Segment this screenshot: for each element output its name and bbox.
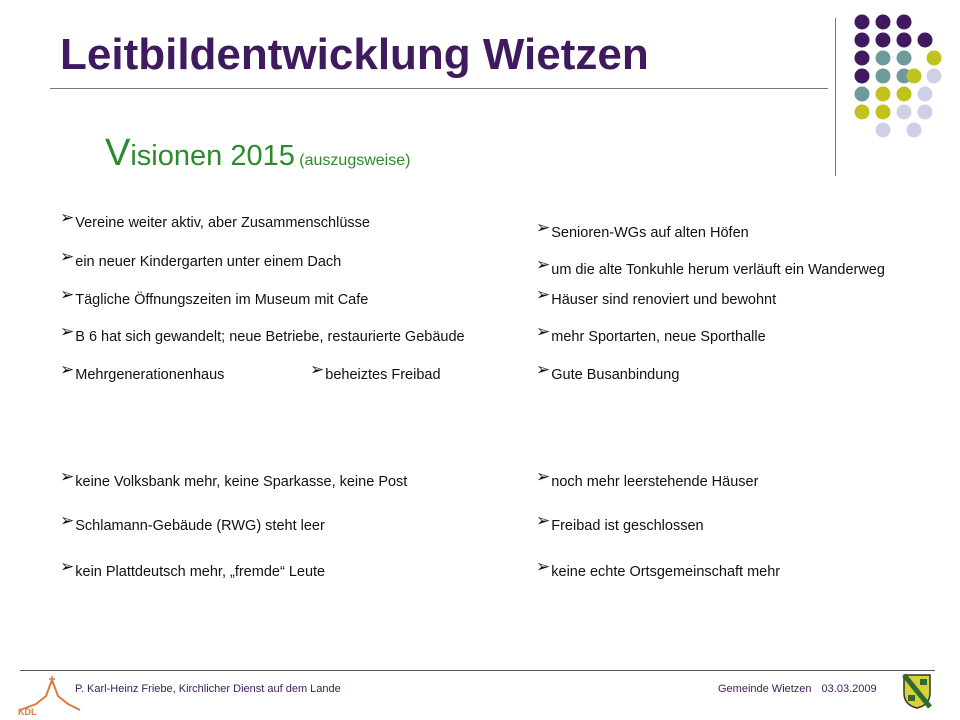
- decorative-dot: [855, 87, 870, 102]
- decorative-dot: [876, 87, 891, 102]
- bullet-item: ➢keine Volksbank mehr, keine Sparkasse, keine Post: [60, 467, 408, 490]
- bullet-item: ➢mehr Sportarten, neue Sporthalle: [536, 322, 766, 345]
- decorative-dot: [897, 69, 912, 84]
- subtitle-note: (auszugsweise): [299, 152, 411, 169]
- arrow-bullet-icon: ➢: [536, 255, 551, 274]
- decorative-dot: [855, 51, 870, 66]
- bullet-item: ➢Häuser sind renoviert und bewohnt: [536, 285, 777, 308]
- arrow-bullet-icon: ➢: [536, 218, 551, 237]
- bullet-item: ➢Freibad ist geschlossen: [536, 511, 704, 534]
- footer-date: 03.03.2009: [821, 683, 877, 695]
- arrow-bullet-icon: ➢: [60, 285, 75, 304]
- decorative-dot: [876, 123, 891, 138]
- decorative-dot: [876, 105, 891, 120]
- bullet-item: ➢kein Plattdeutsch mehr, „fremde“ Leute: [60, 557, 326, 580]
- decorative-dot: [907, 69, 922, 84]
- arrow-bullet-icon: ➢: [60, 208, 75, 227]
- bullet-item: ➢noch mehr leerstehende Häuser: [536, 467, 759, 490]
- subtitle-text: isionen 2015: [130, 140, 295, 172]
- decorative-dot: [897, 33, 912, 48]
- decorative-dot: [876, 69, 891, 84]
- slide-title: Leitbildentwicklung Wietzen: [60, 30, 649, 79]
- bullet-item: ➢Schlamann-Gebäude (RWG) steht leer: [60, 511, 325, 534]
- decorative-dot: [855, 33, 870, 48]
- decorative-dot: [927, 69, 942, 84]
- decorative-dot: [855, 105, 870, 120]
- arrow-bullet-icon: ➢: [536, 557, 551, 576]
- decorative-dot: [897, 15, 912, 30]
- arrow-bullet-icon: ➢: [310, 360, 325, 379]
- decorative-dot: [918, 33, 933, 48]
- bullet-item: ➢Vereine weiter aktiv, aber Zusammenschlüsse: [60, 208, 370, 231]
- arrow-bullet-icon: ➢: [536, 285, 551, 304]
- arrow-bullet-icon: ➢: [536, 322, 551, 341]
- decorative-dot: [855, 69, 870, 84]
- decorative-dot: [897, 105, 912, 120]
- footer-author: P. Karl-Heinz Friebe, Kirchlicher Dienst auf dem Lande: [75, 683, 341, 695]
- subtitle-first-letter: V: [105, 132, 131, 174]
- bullet-item: ➢um die alte Tonkuhle herum verläuft ein Wanderweg: [536, 255, 885, 278]
- vertical-divider: [835, 18, 836, 176]
- bullet-item: ➢Mehrgenerationenhaus: [60, 360, 225, 383]
- bullet-item: ➢Tägliche Öffnungszeiten im Museum mit Cafe: [60, 285, 369, 308]
- arrow-bullet-icon: ➢: [60, 511, 75, 530]
- arrow-bullet-icon: ➢: [536, 511, 551, 530]
- arrow-bullet-icon: ➢: [60, 467, 75, 486]
- arrow-bullet-icon: ➢: [536, 360, 551, 379]
- slide-subtitle: [105, 132, 410, 175]
- arrow-bullet-icon: ➢: [60, 557, 75, 576]
- bullet-item: ➢ein neuer Kindergarten unter einem Dach: [60, 247, 342, 270]
- decorative-dot: [897, 51, 912, 66]
- arrow-bullet-icon: ➢: [60, 360, 75, 379]
- decorative-dot: [927, 51, 942, 66]
- arrow-bullet-icon: ➢: [60, 322, 75, 341]
- decorative-dot: [876, 33, 891, 48]
- decorative-dot: [907, 123, 922, 138]
- kdl-church-logo-icon: [16, 674, 84, 716]
- bullet-item: ➢Senioren-WGs auf alten Höfen: [536, 218, 749, 241]
- bullet-item: ➢keine echte Ortsgemeinschaft mehr: [536, 557, 781, 580]
- arrow-bullet-icon: ➢: [536, 467, 551, 486]
- title-divider: [50, 88, 828, 89]
- logo-left-text: KDL: [18, 707, 37, 716]
- decorative-dot: [918, 105, 933, 120]
- footer-organization: Gemeinde Wietzen: [718, 683, 812, 695]
- footer-meta: [718, 683, 877, 695]
- bullet-item: ➢Gute Busanbindung: [536, 360, 680, 383]
- decorative-dot: [876, 15, 891, 30]
- bullet-item: ➢B 6 hat sich gewandelt; neue Betriebe, restaurierte Gebäude: [60, 322, 465, 345]
- decorative-dot: [897, 87, 912, 102]
- decorative-dot: [855, 15, 870, 30]
- footer-divider: [20, 670, 935, 671]
- arrow-bullet-icon: ➢: [60, 247, 75, 266]
- decorative-dot: [876, 51, 891, 66]
- decorative-dot: [918, 87, 933, 102]
- wietzen-coat-of-arms-icon: [902, 673, 932, 709]
- bullet-item: ➢beheiztes Freibad: [310, 360, 441, 383]
